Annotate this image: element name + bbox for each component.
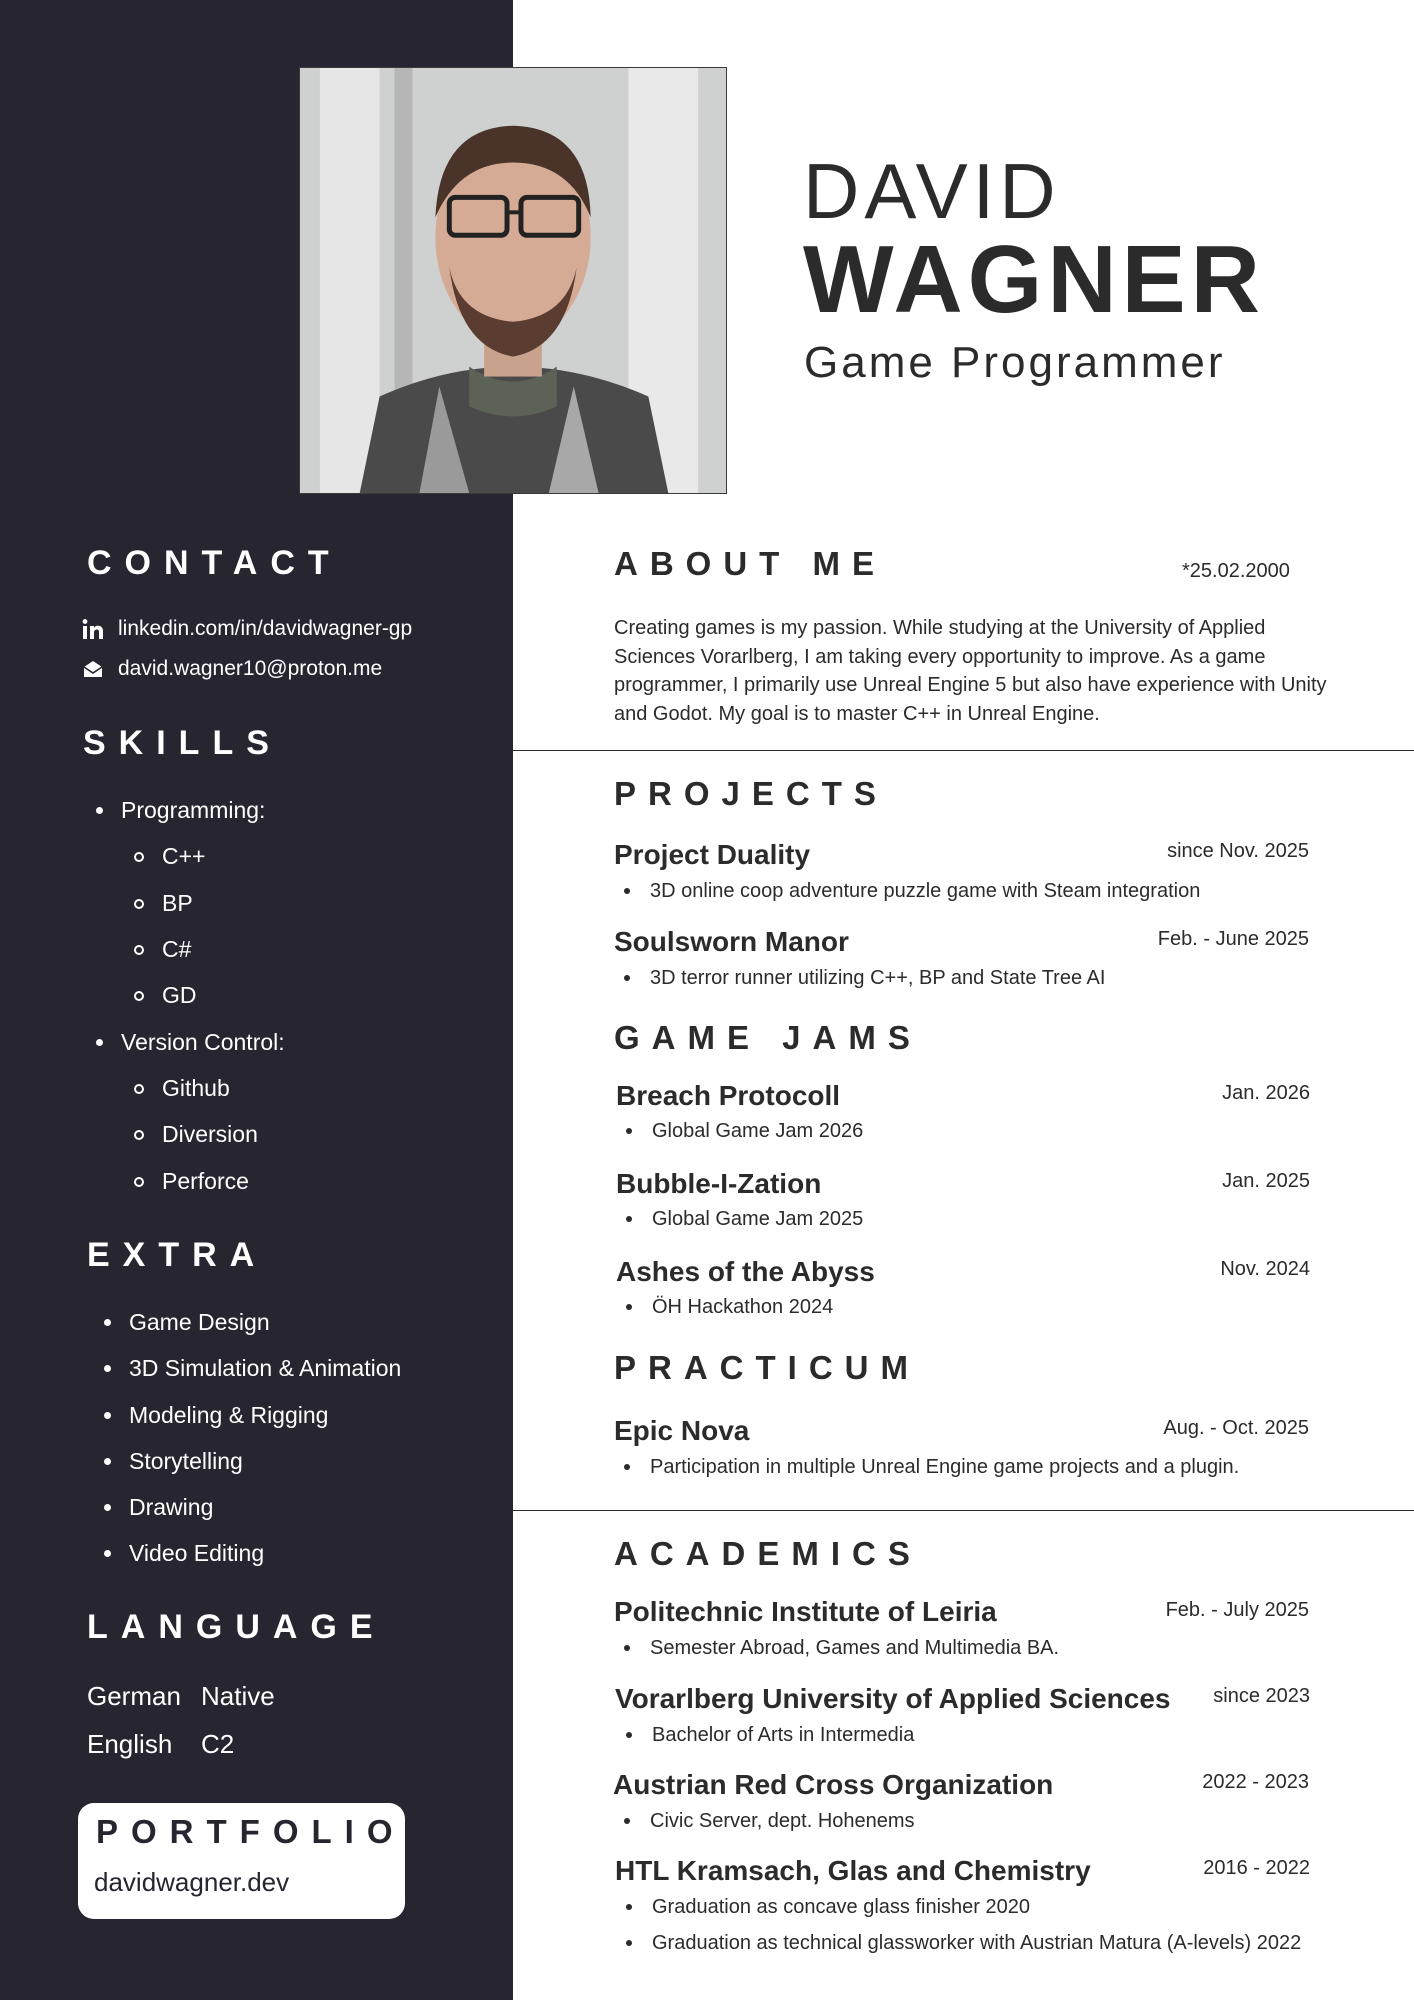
contact-heading: CONTACT: [87, 544, 342, 582]
portfolio-heading: PORTFOLIO: [96, 1813, 406, 1850]
contact-linkedin[interactable]: [82, 617, 412, 641]
jam-date: Nov. 2024: [1220, 1258, 1310, 1280]
language-heading: LANGUAGE: [87, 1608, 386, 1646]
project-bullet: 3D terror runner utilizing C++, BP and State Tree AI: [624, 968, 1105, 988]
first-name: DAVID: [803, 147, 1061, 235]
language-row: German Native: [87, 1681, 275, 1711]
academic-bullet: Graduation as technical glassworker with Austrian Matura (A-levels) 2022: [626, 1933, 1301, 1953]
academic-bullet: Graduation as concave glass finisher 2020: [626, 1897, 1030, 1917]
academic-bullet: Semester Abroad, Games and Multimedia BA.: [624, 1638, 1059, 1658]
skill-group-version-control: Version Control:: [96, 1029, 285, 1056]
academic-bullet: Civic Server, dept. Hohenems: [624, 1811, 915, 1831]
last-name: WAGNER: [803, 226, 1265, 333]
language-row: English C2: [87, 1729, 235, 1759]
skill-item: Perforce: [134, 1168, 249, 1195]
project-title: Project Duality: [614, 839, 811, 870]
portfolio-link[interactable]: davidwagner.dev: [94, 1867, 290, 1897]
extra-heading: EXTRA: [87, 1236, 268, 1274]
project-date: since Nov. 2025: [1167, 840, 1309, 862]
linkedin-text[interactable]: linkedin.com/in/davidwagner-gp: [118, 617, 413, 640]
academic-title: Vorarlberg University of Applied Sciences: [615, 1683, 1171, 1714]
academic-title: HTL Kramsach, Glas and Chemistry: [615, 1855, 1091, 1886]
academic-date: Feb. - July 2025: [1165, 1599, 1309, 1621]
academic-title: Austrian Red Cross Organization: [613, 1769, 1054, 1800]
jam-title: Bubble-I-Zation: [616, 1168, 822, 1199]
project-title: Soulsworn Manor: [614, 926, 849, 957]
academic-bullet: Bachelor of Arts in Intermedia: [626, 1725, 914, 1745]
extra-item: Modeling & Rigging: [104, 1402, 328, 1429]
skill-item: C#: [134, 936, 191, 963]
linkedin-icon: [82, 618, 104, 640]
academic-date: since 2023: [1213, 1685, 1310, 1707]
portfolio-box: [78, 1803, 405, 1919]
skill-item: Github: [134, 1075, 230, 1102]
skill-item: C++: [134, 843, 205, 870]
jam-bullet: Global Game Jam 2025: [626, 1209, 863, 1229]
skill-item: Diversion: [134, 1121, 258, 1148]
email-text[interactable]: david.wagner10@proton.me: [118, 657, 383, 680]
project-bullet: 3D online coop adventure puzzle game with Steam integration: [624, 881, 1200, 901]
about-heading: ABOUT ME: [614, 545, 886, 582]
contact-email[interactable]: [82, 657, 382, 681]
academic-title: Politechnic Institute of Leiria: [614, 1596, 997, 1627]
jam-title: Breach Protocoll: [616, 1080, 841, 1111]
academic-date: 2016 - 2022: [1203, 1857, 1310, 1879]
jam-title: Ashes of the Abyss: [616, 1256, 875, 1287]
job-title: Game Programmer: [804, 338, 1226, 387]
about-text: Creating games is my passion. While studying at the University of Applied Sciences Vorarlberg, I am taking every opportunity to improve. As a game programmer, I primarily use Unreal Engine 5 but also have experience with Unity and Godot. My goal is to master C++ in Unreal Engine.: [614, 617, 1327, 725]
practicum-bullet: Participation in multiple Unreal Engine game projects and a plugin.: [624, 1457, 1239, 1477]
skills-heading: SKILLS: [83, 724, 282, 762]
mail-icon: [82, 658, 104, 680]
profile-photo: [299, 67, 727, 494]
skill-item: BP: [134, 890, 193, 917]
projects-heading: PROJECTS: [614, 775, 888, 812]
date-of-birth: *25.02.2000: [1182, 560, 1290, 582]
jam-date: Jan. 2025: [1222, 1170, 1310, 1192]
skill-item: GD: [134, 982, 197, 1009]
extra-item: 3D Simulation & Animation: [104, 1355, 401, 1382]
practicum-heading: PRACTICUM: [614, 1349, 920, 1386]
game-jams-heading: GAME JAMS: [614, 1019, 922, 1056]
skill-group-programming: Programming:: [96, 797, 265, 824]
divider: [513, 1510, 1414, 1511]
practicum-date: Aug. - Oct. 2025: [1163, 1417, 1309, 1439]
extra-item: Drawing: [104, 1494, 213, 1521]
jam-bullet: ÖH Hackathon 2024: [626, 1297, 833, 1317]
academics-heading: ACADEMICS: [614, 1535, 922, 1572]
extra-item: Storytelling: [104, 1448, 243, 1475]
extra-item: Video Editing: [104, 1540, 264, 1567]
divider: [513, 750, 1414, 751]
jam-date: Jan. 2026: [1222, 1082, 1310, 1104]
practicum-title: Epic Nova: [614, 1415, 750, 1446]
academic-date: 2022 - 2023: [1202, 1771, 1309, 1793]
extra-item: Game Design: [104, 1309, 270, 1336]
project-date: Feb. - June 2025: [1157, 928, 1309, 950]
jam-bullet: Global Game Jam 2026: [626, 1121, 863, 1141]
